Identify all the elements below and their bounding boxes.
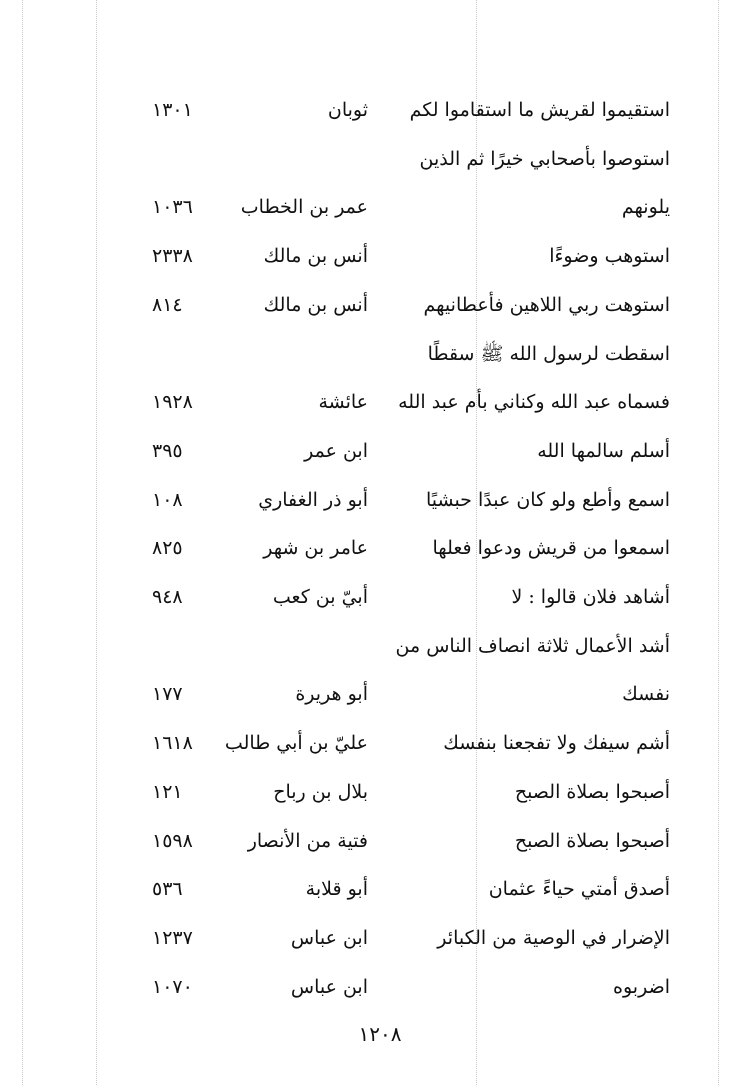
hadith-phrase: الإضرار في الوصية من الكبائر	[437, 926, 670, 949]
hadith-number: ٢٣٣٨	[152, 245, 193, 268]
narrator-name: بلال بن رباح	[273, 780, 368, 803]
index-entry	[0, 387, 752, 423]
hadith-phrase: أشم سيفك ولا تفجعنا بنفسك	[443, 732, 670, 755]
index-entry	[0, 192, 752, 228]
index-entry	[0, 144, 752, 180]
hadith-number: ٩٤٨	[152, 586, 183, 608]
index-entry	[0, 290, 752, 326]
hadith-number: ١٢٣٧	[152, 926, 193, 949]
index-entry	[0, 679, 752, 715]
narrator-name: عامر بن شهر	[263, 537, 368, 560]
narrator-name: أبو قلابة	[305, 878, 368, 901]
hadith-number: ٥٣٦	[152, 878, 183, 901]
hadith-number: ١٠٨	[152, 488, 183, 511]
index-entry	[0, 339, 752, 375]
hadith-phrase: أشد الأعمال ثلاثة انصاف الناس من	[395, 634, 670, 657]
index-entry	[0, 826, 752, 862]
index-entry	[0, 436, 752, 472]
hadith-phrase: أشاهد فلان قالوا : لا	[511, 586, 670, 608]
hadith-phrase: يلونهم	[621, 196, 670, 219]
hadith-number: ١٠٣٦	[152, 196, 193, 219]
index-entry	[0, 533, 752, 569]
index-entry	[0, 923, 752, 959]
hadith-phrase: استوهت ربي اللاهين فأعطانيهم	[423, 293, 670, 316]
hadith-number: ١٢١	[152, 780, 183, 803]
index-entry	[0, 485, 752, 521]
narrator-name: أبو ذر الغفاري	[258, 488, 368, 511]
hadith-phrase: أصبحوا بصلاة الصبح	[514, 829, 670, 852]
hadith-number: ١٦١٨	[152, 732, 193, 755]
hadith-phrase: اضربوه	[613, 975, 670, 998]
narrator-name: عائشة	[318, 391, 368, 414]
narrator-name: أبيّ بن كعب	[272, 586, 368, 608]
narrator-name: عمر بن الخطاب	[240, 196, 368, 219]
hadith-number: ٣٩٥	[152, 439, 183, 462]
hadith-phrase: فسماه عبد الله وكناني بأم عبد الله	[398, 391, 670, 414]
hadith-phrase: استوصوا بأصحابي خيرًا ثم الذين	[419, 147, 670, 170]
hadith-phrase: أصبحوا بصلاة الصبح	[514, 780, 670, 803]
hadith-phrase: اسمع وأطع ولو كان عبدًا حبشيًا	[425, 488, 670, 511]
hadith-number: ١٠٧٠	[152, 975, 193, 998]
narrator-name: أبو هريرة	[295, 683, 368, 706]
index-entry	[0, 777, 752, 813]
narrator-name: ابن عمر	[304, 439, 368, 462]
hadith-number: ٨١٤	[152, 293, 183, 316]
hadith-number: ١٩٢٨	[152, 391, 193, 414]
narrator-name: ابن عباس	[290, 926, 368, 949]
hadith-phrase: اسقطت لرسول الله ﷺ سقطًا	[427, 342, 670, 365]
hadith-phrase: اسمعوا من قريش ودعوا فعلها	[432, 537, 670, 560]
narrator-name: أنس بن مالك	[263, 293, 368, 316]
narrator-name: ثوبان	[327, 99, 368, 121]
index-entry	[0, 728, 752, 764]
index-entry	[0, 241, 752, 277]
index-entry	[0, 582, 752, 618]
hadith-phrase: استوهب وضوءًا	[549, 245, 670, 268]
hadith-phrase: أسلم سالمها الله	[537, 439, 670, 462]
narrator-name: ابن عباس	[290, 975, 368, 998]
hadith-phrase: نفسك	[622, 683, 670, 706]
narrator-name: فتية من الأنصار	[247, 829, 368, 852]
page-number: ١٢٠٨	[358, 1022, 402, 1046]
hadith-number: ١٧٧	[152, 683, 183, 706]
index-entry	[0, 972, 752, 1008]
hadith-number: ٨٢٥	[152, 537, 183, 560]
index-entry	[0, 95, 752, 131]
hadith-number: ١٥٩٨	[152, 829, 193, 852]
narrator-name: أنس بن مالك	[263, 245, 368, 268]
hadith-number: ١٣٠١	[152, 99, 193, 121]
index-entry	[0, 631, 752, 667]
hadith-phrase: استقيموا لقريش ما استقاموا لكم	[409, 99, 670, 121]
hadith-phrase: أصدق أمتي حياءً عثمان	[488, 878, 670, 901]
narrator-name: عليّ بن أبي طالب	[224, 732, 368, 755]
index-entry	[0, 874, 752, 910]
